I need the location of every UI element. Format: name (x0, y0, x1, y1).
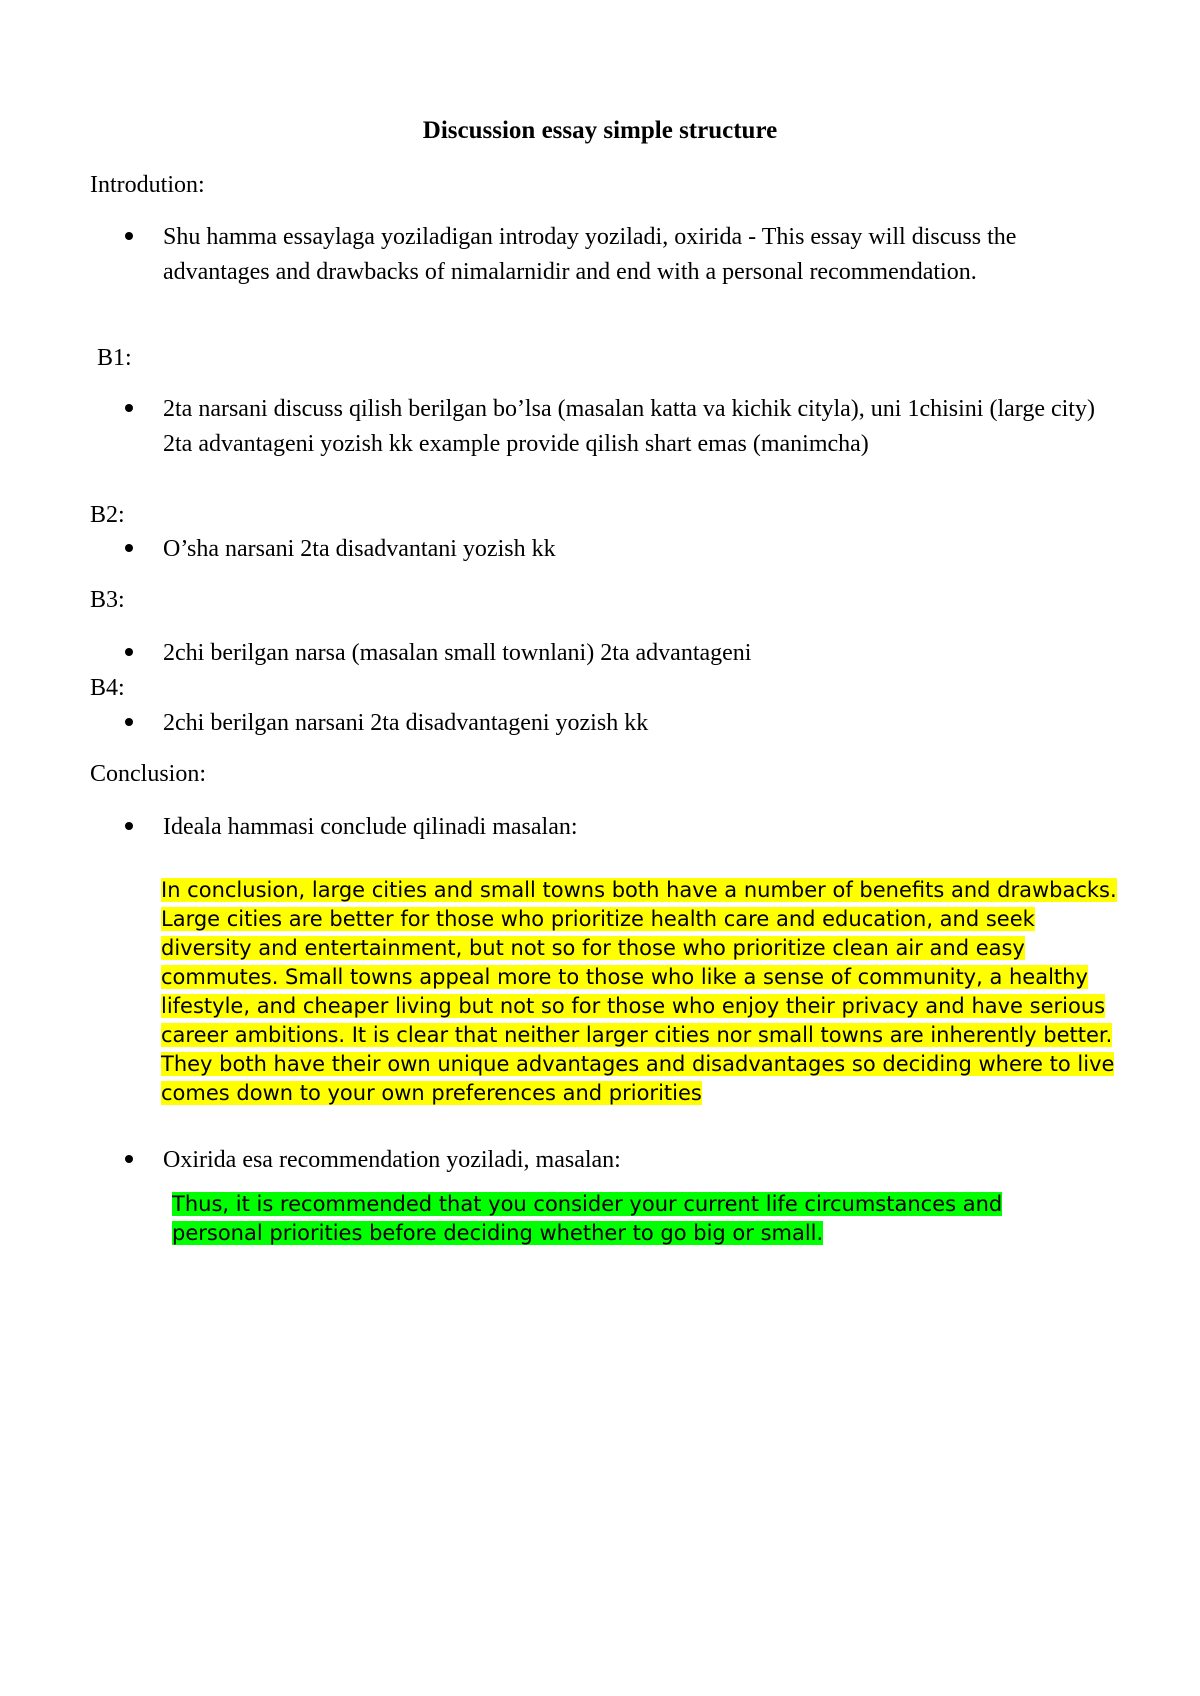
bullet-dot-icon (125, 648, 133, 656)
example-recommendation-text: Thus, it is recommended that you consider your current life circumstances and personal priorities before deciding whether to go big or small. (172, 1192, 1003, 1245)
bullet-text: Shu hamma essaylaga yoziladigan introday yoziladi, oxirida - This essay will discuss the advantages and drawbacks of nimalarnidir and end with a personal recommendation. (163, 224, 1017, 285)
example-recommendation-highlight (172, 1190, 1072, 1248)
bullet-dot-icon (125, 718, 133, 726)
document-title: Discussion essay simple structure (422, 117, 778, 144)
bullet-dot-icon (125, 232, 133, 240)
bullet-dot-icon (125, 404, 133, 412)
bullet-text: 2ta narsani discuss qilish berilgan bo’lsa (masalan katta va kichik cityla), uni 1chisini (large city) 2ta advantageni yozish kk example provide qilish shart emas (manimcha) (163, 396, 1095, 457)
bullet-text: Oxirida esa recommendation yoziladi, masalan: (163, 1147, 621, 1173)
heading-b4: B4: (90, 675, 125, 701)
bullet-dot-icon (125, 822, 133, 830)
example-conclusion-text: In conclusion, large cities and small towns both have a number of benefits and drawbacks. Large cities are better for those who prioritize health care and education, and seek diversity and entertainment, but not so for those who prioritize clean air and easy commutes. Small towns appeal more to those who like a sense of community, a healthy lifestyle, and cheaper living but not so for those who enjoy their privacy and have serious career ambitions. It is clear that neither larger cities nor small towns are inherently better. They both have their own unique advantages and disadvantages so deciding where to live comes down to your own preferences and priorities (161, 878, 1117, 1105)
bullet-text: 2chi berilgan narsani 2ta disadvantageni yozish kk (163, 710, 649, 736)
bullet-text: 2chi berilgan narsa (masalan small townlani) 2ta advantageni (163, 640, 752, 666)
heading-b2: B2: (90, 502, 125, 528)
example-conclusion-highlight (161, 876, 1121, 1108)
bullet-text: O’sha narsani 2ta disadvantani yozish kk (163, 536, 556, 562)
heading-conclusion: Conclusion: (90, 761, 207, 787)
bullet-text: Ideala hammasi conclude qilinadi masalan: (163, 814, 578, 840)
bullet-dot-icon (125, 544, 133, 552)
heading-b3: B3: (90, 587, 125, 613)
heading-introduction: Introdution: (90, 172, 205, 198)
heading-b1: B1: (97, 345, 132, 371)
bullet-dot-icon (125, 1155, 133, 1163)
